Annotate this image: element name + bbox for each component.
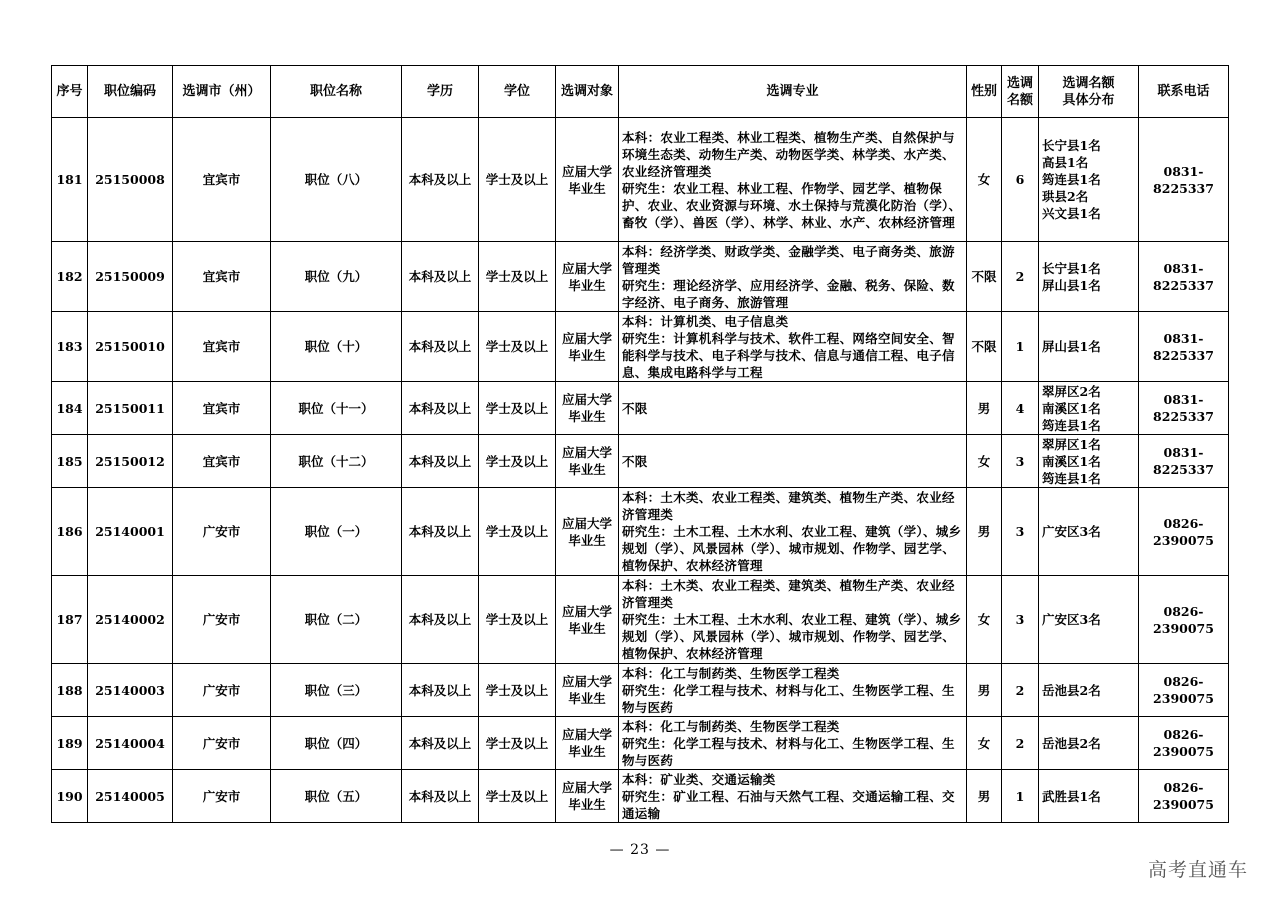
cell-seq: 181 (52, 118, 88, 242)
positions-table-container (51, 65, 1228, 823)
table-row (52, 312, 1229, 382)
cell-target: 应届大学 毕业生 (556, 717, 619, 770)
cell-degree: 学士及以上 (479, 242, 556, 312)
cell-city: 广安市 (173, 488, 271, 576)
cell-major: 本科：化工与制药类、生物医学工程类 研究生：化学工程与技术、材料与化工、生物医学工程、生物与医药 (619, 717, 967, 770)
header-distribution: 选调名额 具体分布 (1039, 66, 1139, 118)
cell-target: 应届大学 毕业生 (556, 118, 619, 242)
cell-city: 宜宾市 (173, 242, 271, 312)
cell-code: 25150012 (88, 435, 173, 488)
cell-education: 本科及以上 (402, 118, 479, 242)
cell-distribution: 翠屏区1名 南溪区1名 筠连县1名 (1039, 435, 1139, 488)
cell-distribution: 屏山县1名 (1039, 312, 1139, 382)
cell-seq: 183 (52, 312, 88, 382)
header-gender: 性别 (967, 66, 1002, 118)
cell-count: 6 (1002, 118, 1039, 242)
cell-city: 宜宾市 (173, 312, 271, 382)
cell-degree: 学士及以上 (479, 576, 556, 664)
header-seq: 序号 (52, 66, 88, 118)
cell-title: 职位（十一） (271, 382, 402, 435)
cell-count: 3 (1002, 435, 1039, 488)
cell-distribution: 翠屏区2名 南溪区1名 筠连县1名 (1039, 382, 1139, 435)
cell-title: 职位（五） (271, 770, 402, 823)
header-city: 选调市（州） (173, 66, 271, 118)
cell-seq: 185 (52, 435, 88, 488)
cell-major: 本科：经济学类、财政学类、金融学类、电子商务类、旅游管理类 研究生：理论经济学、应用经济学、金融、税务、保险、数字经济、电子商务、旅游管理 (619, 242, 967, 312)
cell-seq: 187 (52, 576, 88, 664)
cell-seq: 186 (52, 488, 88, 576)
cell-phone: 0826-2390075 (1139, 576, 1229, 664)
cell-count: 1 (1002, 312, 1039, 382)
cell-title: 职位（十） (271, 312, 402, 382)
cell-city: 广安市 (173, 717, 271, 770)
cell-target: 应届大学 毕业生 (556, 576, 619, 664)
cell-education: 本科及以上 (402, 382, 479, 435)
cell-distribution: 武胜县1名 (1039, 770, 1139, 823)
cell-city: 宜宾市 (173, 435, 271, 488)
cell-count: 4 (1002, 382, 1039, 435)
cell-distribution: 广安区3名 (1039, 576, 1139, 664)
cell-target: 应届大学 毕业生 (556, 770, 619, 823)
header-count: 选调 名额 (1002, 66, 1039, 118)
cell-gender: 男 (967, 770, 1002, 823)
cell-education: 本科及以上 (402, 717, 479, 770)
cell-phone: 0826-2390075 (1139, 770, 1229, 823)
cell-major: 本科：化工与制药类、生物医学工程类 研究生：化学工程与技术、材料与化工、生物医学工程、生物与医药 (619, 664, 967, 717)
positions-table (51, 65, 1229, 823)
cell-title: 职位（九） (271, 242, 402, 312)
cell-city: 广安市 (173, 770, 271, 823)
cell-count: 3 (1002, 488, 1039, 576)
cell-phone: 0831-8225337 (1139, 118, 1229, 242)
table-row (52, 435, 1229, 488)
cell-code: 25150010 (88, 312, 173, 382)
cell-major: 不限 (619, 435, 967, 488)
cell-gender: 不限 (967, 242, 1002, 312)
cell-target: 应届大学 毕业生 (556, 664, 619, 717)
cell-city: 宜宾市 (173, 382, 271, 435)
cell-city: 宜宾市 (173, 118, 271, 242)
cell-degree: 学士及以上 (479, 770, 556, 823)
cell-gender: 男 (967, 382, 1002, 435)
cell-count: 2 (1002, 242, 1039, 312)
cell-target: 应届大学 毕业生 (556, 382, 619, 435)
table-row (52, 576, 1229, 664)
cell-code: 25140004 (88, 717, 173, 770)
cell-gender: 女 (967, 717, 1002, 770)
cell-count: 2 (1002, 664, 1039, 717)
cell-major: 不限 (619, 382, 967, 435)
cell-target: 应届大学 毕业生 (556, 488, 619, 576)
cell-title: 职位（八） (271, 118, 402, 242)
cell-degree: 学士及以上 (479, 312, 556, 382)
cell-phone: 0831-8225337 (1139, 242, 1229, 312)
cell-education: 本科及以上 (402, 242, 479, 312)
cell-distribution: 岳池县2名 (1039, 664, 1139, 717)
cell-code: 25150008 (88, 118, 173, 242)
cell-major: 本科：土木类、农业工程类、建筑类、植物生产类、农业经济管理类 研究生：土木工程、土木水利、农业工程、建筑（学）、城乡规划（学）、风景园林（学）、城市规划、作物学、园艺学、植物保护、农林经济管理 (619, 576, 967, 664)
cell-degree: 学士及以上 (479, 118, 556, 242)
cell-education: 本科及以上 (402, 770, 479, 823)
cell-gender: 女 (967, 576, 1002, 664)
header-title: 职位名称 (271, 66, 402, 118)
cell-distribution: 广安区3名 (1039, 488, 1139, 576)
table-row (52, 382, 1229, 435)
cell-phone: 0826-2390075 (1139, 488, 1229, 576)
cell-target: 应届大学 毕业生 (556, 242, 619, 312)
cell-phone: 0831-8225337 (1139, 382, 1229, 435)
cell-count: 1 (1002, 770, 1039, 823)
cell-code: 25150009 (88, 242, 173, 312)
cell-degree: 学士及以上 (479, 717, 556, 770)
cell-gender: 女 (967, 435, 1002, 488)
cell-phone: 0826-2390075 (1139, 717, 1229, 770)
table-row (52, 118, 1229, 242)
table-row (52, 717, 1229, 770)
cell-title: 职位（一） (271, 488, 402, 576)
header-phone: 联系电话 (1139, 66, 1229, 118)
cell-major: 本科：计算机类、电子信息类 研究生：计算机科学与技术、软件工程、网络空间安全、智能科学与技术、电子科学与技术、信息与通信工程、电子信息、集成电路科学与工程 (619, 312, 967, 382)
cell-distribution: 长宁县1名 屏山县1名 (1039, 242, 1139, 312)
header-target: 选调对象 (556, 66, 619, 118)
cell-degree: 学士及以上 (479, 664, 556, 717)
table-row (52, 488, 1229, 576)
cell-degree: 学士及以上 (479, 488, 556, 576)
cell-education: 本科及以上 (402, 488, 479, 576)
cell-degree: 学士及以上 (479, 382, 556, 435)
cell-code: 25140001 (88, 488, 173, 576)
cell-target: 应届大学 毕业生 (556, 312, 619, 382)
cell-count: 3 (1002, 576, 1039, 664)
cell-count: 2 (1002, 717, 1039, 770)
cell-major: 本科：矿业类、交通运输类 研究生：矿业工程、石油与天然气工程、交通运输工程、交通运输 (619, 770, 967, 823)
cell-seq: 190 (52, 770, 88, 823)
header-major: 选调专业 (619, 66, 967, 118)
table-row (52, 242, 1229, 312)
watermark: 高考直通车 (1147, 859, 1248, 881)
cell-education: 本科及以上 (402, 312, 479, 382)
cell-code: 25140005 (88, 770, 173, 823)
table-row (52, 664, 1229, 717)
cell-code: 25150011 (88, 382, 173, 435)
cell-education: 本科及以上 (402, 576, 479, 664)
cell-title: 职位（三） (271, 664, 402, 717)
cell-city: 广安市 (173, 576, 271, 664)
header-degree: 学位 (479, 66, 556, 118)
cell-seq: 189 (52, 717, 88, 770)
header-code: 职位编码 (88, 66, 173, 118)
cell-phone: 0831-8225337 (1139, 312, 1229, 382)
cell-seq: 184 (52, 382, 88, 435)
cell-gender: 男 (967, 664, 1002, 717)
cell-distribution: 岳池县2名 (1039, 717, 1139, 770)
cell-major: 本科：土木类、农业工程类、建筑类、植物生产类、农业经济管理类 研究生：土木工程、土木水利、农业工程、建筑（学）、城乡规划（学）、风景园林（学）、城市规划、作物学、园艺学、植物保护、农林经济管理 (619, 488, 967, 576)
cell-city: 广安市 (173, 664, 271, 717)
page-number: — 23 — (609, 842, 671, 858)
cell-code: 25140002 (88, 576, 173, 664)
cell-gender: 男 (967, 488, 1002, 576)
header-row (52, 66, 1229, 118)
cell-title: 职位（四） (271, 717, 402, 770)
cell-major: 本科：农业工程类、林业工程类、植物生产类、自然保护与环境生态类、动物生产类、动物医学类、林学类、水产类、农业经济管理类 研究生：农业工程、林业工程、作物学、园艺学、植物保护、农业、农业资源与环境、水土保持与荒漠化防治（学）、畜牧（学）、兽医（学）、林学、林业、水产、农林经济管理 (619, 118, 967, 242)
cell-seq: 182 (52, 242, 88, 312)
cell-seq: 188 (52, 664, 88, 717)
cell-gender: 女 (967, 118, 1002, 242)
cell-education: 本科及以上 (402, 435, 479, 488)
cell-target: 应届大学 毕业生 (556, 435, 619, 488)
cell-education: 本科及以上 (402, 664, 479, 717)
table-row (52, 770, 1229, 823)
cell-gender: 不限 (967, 312, 1002, 382)
cell-phone: 0826-2390075 (1139, 664, 1229, 717)
cell-phone: 0831-8225337 (1139, 435, 1229, 488)
header-education: 学历 (402, 66, 479, 118)
cell-degree: 学士及以上 (479, 435, 556, 488)
cell-title: 职位（十二） (271, 435, 402, 488)
cell-distribution: 长宁县1名 高县1名 筠连县1名 珙县2名 兴文县1名 (1039, 118, 1139, 242)
cell-title: 职位（二） (271, 576, 402, 664)
cell-code: 25140003 (88, 664, 173, 717)
